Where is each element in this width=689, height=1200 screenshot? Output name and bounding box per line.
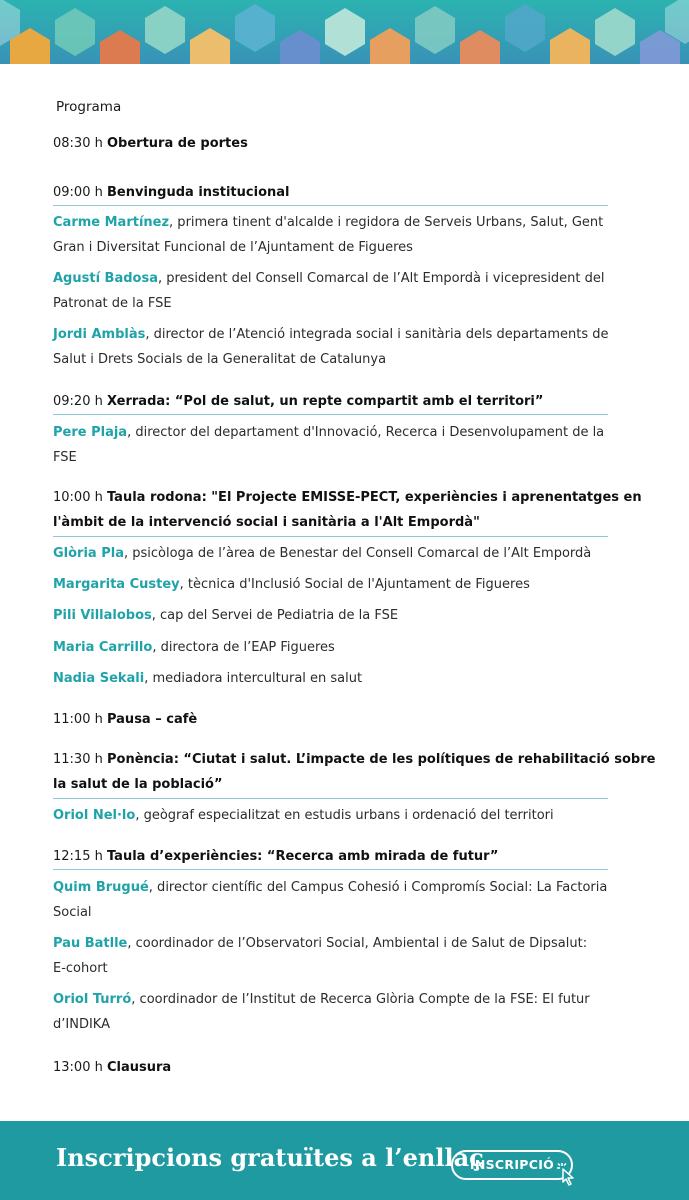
speaker: Quim Brugué, director científic del Campus Cohesió i Compromís Social: La Factoria xyxy=(53,880,608,895)
time: 09:20 h xyxy=(53,394,103,409)
speaker: Pau Batlle, coordinador de l’Observatori Social, Ambiental i de Salut de Dipsalut: xyxy=(53,936,588,951)
footer-text: Inscripcions gratuïtes a l’enllaç xyxy=(56,1143,484,1172)
speaker-name: Quim Brugué xyxy=(53,880,149,895)
speaker-name: Maria Carrillo xyxy=(53,640,153,655)
time: 12:15 h xyxy=(53,849,103,864)
divider xyxy=(53,536,608,537)
time: 13:00 h xyxy=(53,1060,103,1075)
time: 11:30 h xyxy=(53,752,103,767)
speaker-name: Oriol Turró xyxy=(53,992,132,1007)
divider xyxy=(53,798,608,799)
session-title-cont: la salut de la població” xyxy=(53,777,223,792)
speaker-cont: Patronat de la FSE xyxy=(53,296,172,311)
program-heading: Programa xyxy=(56,99,122,115)
time: 11:00 h xyxy=(53,712,103,727)
speaker-name: Carme Martínez xyxy=(53,215,170,230)
hexagon-pattern xyxy=(0,0,689,70)
speaker: Glòria Pla, psicòloga de l’àrea de Benestar del Consell Comarcal de l’Alt Empordà xyxy=(53,546,592,561)
speaker-name: Margarita Custey xyxy=(53,577,180,592)
speaker-name: Pau Batlle xyxy=(53,936,128,951)
register-button[interactable]: INSCRIPCIÓ xyxy=(451,1150,573,1180)
session-title: Obertura de portes xyxy=(106,136,248,151)
speaker: Jordi Amblàs, director de l’Atenció integrada social i sanitària dels departaments de xyxy=(53,327,609,342)
speaker: Nadia Sekali, mediadora intercultural en salut xyxy=(53,671,363,686)
cursor-click-icon xyxy=(556,1161,582,1187)
speaker-cont: d’INDIKA xyxy=(53,1017,110,1032)
speaker: Oriol Turró, coordinador de l’Institut de Recerca Glòria Compte de la FSE: El futur xyxy=(53,992,590,1007)
divider xyxy=(53,414,608,415)
speaker: Oriol Nel·lo, geògraf especialitzat en estudis urbans i ordenació del territori xyxy=(53,808,554,823)
speaker-cont: Salut i Drets Socials de la Generalitat de Catalunya xyxy=(53,352,387,367)
agenda-item-roundtable xyxy=(53,490,642,505)
speaker: Margarita Custey, tècnica d'Inclusió Social de l'Ajuntament de Figueres xyxy=(53,577,530,592)
time: 09:00 h xyxy=(53,185,103,200)
speaker: Agustí Badosa, president del Consell Comarcal de l’Alt Empordà i vicepresident del xyxy=(53,271,605,286)
speaker-name: Pere Plaja xyxy=(53,425,128,440)
speaker: Pere Plaja, director del departament d'Innovació, Recerca i Desenvolupament de la xyxy=(53,425,605,440)
session-title: Benvinguda institucional xyxy=(106,185,290,200)
divider xyxy=(53,205,608,206)
speaker-name: Agustí Badosa xyxy=(53,271,158,286)
registration-footer xyxy=(0,1121,689,1200)
time: 10:00 h xyxy=(53,490,103,505)
speaker-name: Jordi Amblàs xyxy=(53,327,146,342)
speaker-name: Pili Villalobos xyxy=(53,608,152,623)
speaker-name: Glòria Pla xyxy=(53,546,124,561)
agenda-item-talk xyxy=(53,394,543,409)
speaker-name: Oriol Nel·lo xyxy=(53,808,136,823)
session-title: Clausura xyxy=(106,1060,172,1075)
speaker: Pili Villalobos, cap del Servei de Pediatria de la FSE xyxy=(53,608,399,623)
agenda-item-break xyxy=(53,712,197,727)
header-banner xyxy=(0,0,689,70)
agenda-item-closing xyxy=(53,1060,171,1075)
speaker-name: Nadia Sekali xyxy=(53,671,145,686)
session-title: Taula rodona: "El Projecte EMISSE-PECT, experiències i aprenentatges en xyxy=(106,490,642,505)
speaker-cont: FSE xyxy=(53,450,77,465)
session-title: Pausa – cafè xyxy=(106,712,198,727)
session-title-cont: l'àmbit de la intervenció social i sanitària a l'Alt Empordà" xyxy=(53,515,480,530)
speaker-cont: E-cohort xyxy=(53,961,108,976)
agenda-item-opening xyxy=(53,136,248,151)
session-title: Taula d’experiències: “Recerca amb mirada de futur” xyxy=(106,849,499,864)
session-title: Xerrada: “Pol de salut, un repte compartit amb el territori” xyxy=(106,394,544,409)
speaker: Maria Carrillo, directora de l’EAP Figueres xyxy=(53,640,335,655)
agenda-item-welcome xyxy=(53,185,289,200)
session-title: Ponència: “Ciutat i salut. L’impacte de les polítiques de rehabilitació sobre xyxy=(106,752,656,767)
time: 08:30 h xyxy=(53,136,103,151)
divider xyxy=(53,869,608,870)
speaker-cont: Social xyxy=(53,905,92,920)
agenda-item-experiences xyxy=(53,849,498,864)
speaker: Carme Martínez, primera tinent d'alcalde i regidora de Serveis Urbans, Salut, Gent xyxy=(53,215,604,230)
speaker-cont: Gran i Diversitat Funcional de l’Ajuntament de Figueres xyxy=(53,240,413,255)
agenda-item-lecture xyxy=(53,752,655,767)
